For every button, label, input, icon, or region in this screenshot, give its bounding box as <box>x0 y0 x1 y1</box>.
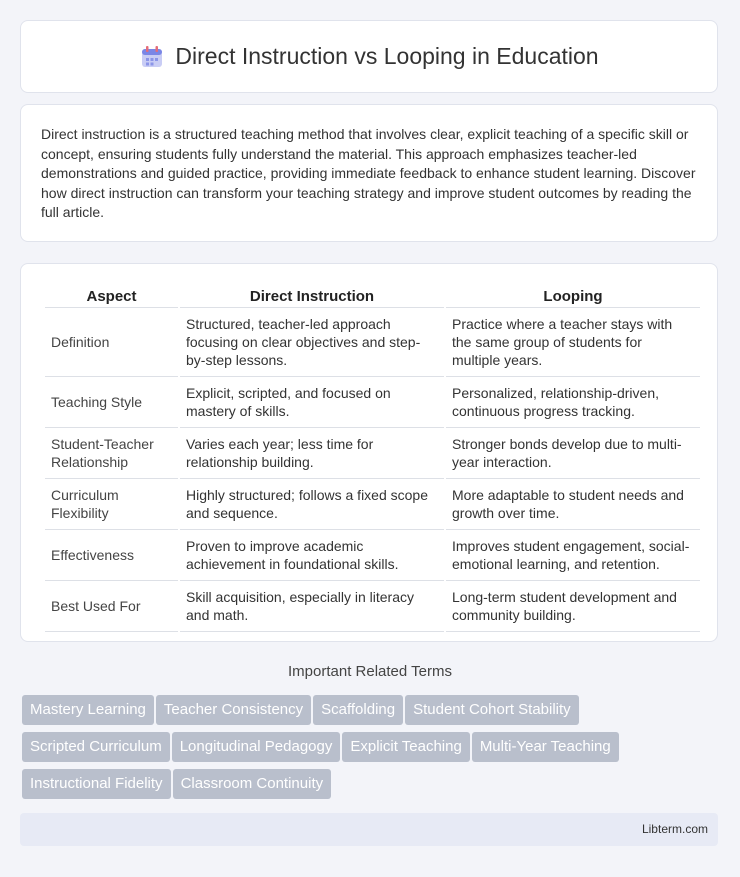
title-card <box>20 20 718 93</box>
aspect-cell: Definition <box>45 308 178 377</box>
header-direct-instruction: Direct Instruction <box>180 284 444 308</box>
related-terms-list <box>22 695 722 806</box>
related-term-tag[interactable]: Explicit Teaching <box>342 732 469 762</box>
related-terms-title: Important Related Terms <box>288 663 452 680</box>
looping-cell: Stronger bonds develop due to multi-year interaction. <box>446 428 700 479</box>
aspect-cell: Effectiveness <box>45 530 178 581</box>
table-row <box>45 308 700 377</box>
calendar-icon <box>139 44 165 70</box>
table-header-row <box>45 284 700 308</box>
comparison-table <box>43 284 702 632</box>
related-term-tag[interactable]: Scripted Curriculum <box>22 732 170 762</box>
header-aspect: Aspect <box>45 284 178 308</box>
looping-cell: Personalized, relationship-driven, continuous progress tracking. <box>446 377 700 428</box>
table-row <box>45 581 700 632</box>
direct-instruction-cell: Proven to improve academic achievement in foundational skills. <box>180 530 444 581</box>
header-looping: Looping <box>446 284 700 308</box>
direct-instruction-cell: Skill acquisition, especially in literacy and math. <box>180 581 444 632</box>
table-row <box>45 530 700 581</box>
intro-text: Direct instruction is a structured teaching method that involves clear, explicit teaching of a specific skill or concept, ensuring students fully understand the material. This approach emphasizes teacher-led demonstrations and guided practice, providing immediate feedback to enhance student learning. Discover how direct instruction can transform your teaching strategy and improve student outcomes by reading the full article. <box>41 126 696 220</box>
direct-instruction-cell: Explicit, scripted, and focused on mastery of skills. <box>180 377 444 428</box>
related-term-tag[interactable]: Scaffolding <box>313 695 403 725</box>
intro-card <box>20 104 718 242</box>
related-term-tag[interactable]: Mastery Learning <box>22 695 154 725</box>
related-term-tag[interactable]: Teacher Consistency <box>156 695 311 725</box>
table-row <box>45 428 700 479</box>
looping-cell: Improves student engagement, social-emotional learning, and retention. <box>446 530 700 581</box>
footer <box>20 813 718 846</box>
looping-cell: Practice where a teacher stays with the same group of students for multiple years. <box>446 308 700 377</box>
footer-brand[interactable]: Libterm.com <box>641 822 708 836</box>
direct-instruction-cell: Highly structured; follows a fixed scope and sequence. <box>180 479 444 530</box>
aspect-cell: Best Used For <box>45 581 178 632</box>
aspect-cell: Curriculum Flexibility <box>45 479 178 530</box>
looping-cell: More adaptable to student needs and growth over time. <box>446 479 700 530</box>
related-term-tag[interactable]: Longitudinal Pedagogy <box>172 732 341 762</box>
table-row <box>45 377 700 428</box>
looping-cell: Long-term student development and community building. <box>446 581 700 632</box>
related-term-tag[interactable]: Multi-Year Teaching <box>472 732 619 762</box>
direct-instruction-cell: Varies each year; less time for relationship building. <box>180 428 444 479</box>
direct-instruction-cell: Structured, teacher-led approach focusing on clear objectives and step-by-step lessons. <box>180 308 444 377</box>
table-row <box>45 479 700 530</box>
related-term-tag[interactable]: Student Cohort Stability <box>405 695 579 725</box>
page-title: Direct Instruction vs Looping in Education <box>175 43 599 69</box>
aspect-cell: Student-Teacher Relationship <box>45 428 178 479</box>
comparison-table-card <box>20 263 718 642</box>
related-term-tag[interactable]: Classroom Continuity <box>173 769 332 799</box>
aspect-cell: Teaching Style <box>45 377 178 428</box>
related-term-tag[interactable]: Instructional Fidelity <box>22 769 171 799</box>
